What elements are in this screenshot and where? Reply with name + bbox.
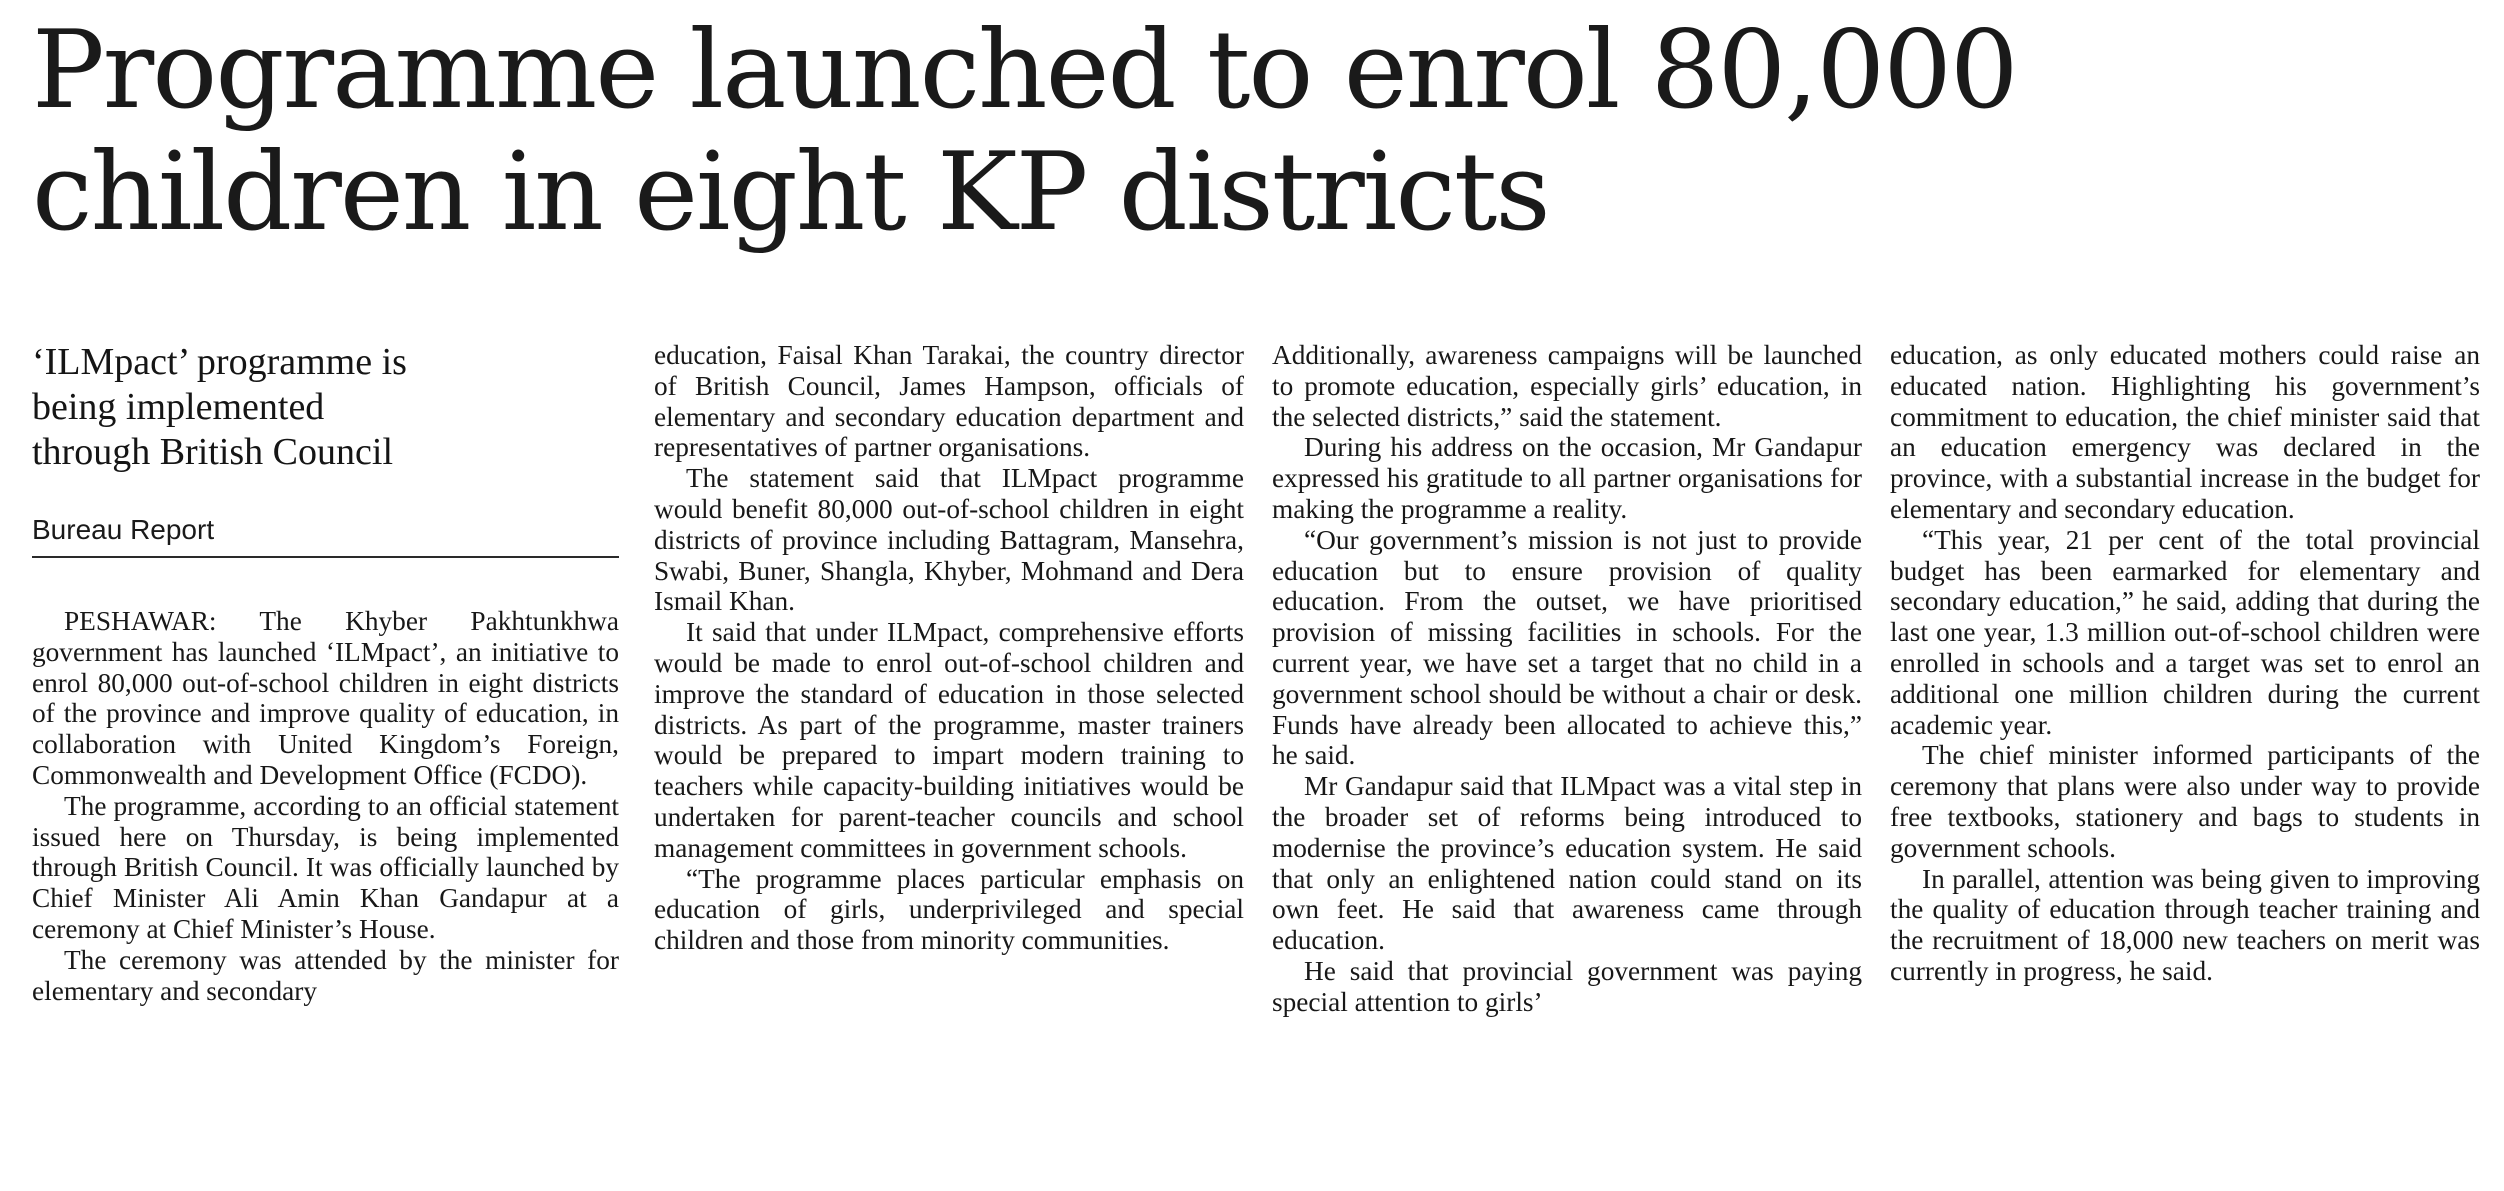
article-column-4 (1890, 340, 2480, 987)
byline: Bureau Report (32, 510, 619, 558)
paragraph: “Our government’s mission is not just to provide education but to ensure provision of quality education. From the outset, we have prioritised provision of missing facilities in schools. For the current year, we have set a target that no child in a government school should be without a chair or desk. Funds have already been allocated to achieve this,” he said. (1272, 524, 1862, 771)
paragraph: In parallel, attention was being given to improving the quality of education through teacher training and the recruitment of 18,000 new teachers on merit was currently in progress, he said. (1890, 863, 2480, 986)
paragraph-continued: education, Faisal Khan Tarakai, the country director of British Council, James Hampson, officials of elementary and secondary education department and representatives of partner organisations. (654, 340, 1244, 463)
article-column-2 (654, 340, 1244, 956)
headline (32, 10, 2492, 254)
article-column-1 (32, 340, 619, 1006)
standfirst-line-2: being implemented (32, 386, 325, 428)
paragraph: The programme, according to an official statement issued here on Thursday, is being implemented through British Council. It was officially launched by Chief Minister Ali Amin Khan Gandapur at a ceremony at Chief Minister’s House. (32, 790, 619, 944)
article-column-3 (1272, 340, 1862, 1018)
paragraph-continued: education, as only educated mothers could raise an educated nation. Highlighting his government’s commitment to education, the chief minister said that an education emergency was declared in the province, with a substantial increase in the budget for elementary and secondary education. (1890, 340, 2480, 524)
paragraph: During his address on the occasion, Mr Gandapur expressed his gratitude to all partner organisations for making the programme a reality. (1272, 432, 1862, 524)
paragraph: It said that under ILMpact, comprehensive efforts would be made to enrol out-of-school children and improve the standard of education in those selected districts. As part of the programme, master trainers would be prepared to impart modern training to teachers while capacity-building initiatives would be undertaken for parent-teacher councils and school management committees in government schools. (654, 617, 1244, 863)
standfirst (32, 340, 619, 475)
headline-line-1: Programme launched to enrol 80,000 (32, 8, 2017, 133)
headline-line-2: children in eight KP districts (32, 130, 1549, 255)
paragraph: “The programme places particular emphasis on education of girls, underprivileged and special children and those from minority communities. (654, 863, 1244, 956)
column-1-body (32, 606, 619, 1006)
paragraph-continued: Additionally, awareness campaigns will be launched to promote education, especially girls’ education, in the selected districts,” said the statement. (1272, 340, 1862, 432)
paragraph: The ceremony was attended by the minister for elementary and secondary (32, 944, 619, 1006)
paragraph: He said that provincial government was paying special attention to girls’ (1272, 955, 1862, 1017)
standfirst-line-3: through British Council (32, 431, 393, 473)
paragraph: The chief minister informed participants of the ceremony that plans were also under way to provide free textbooks, stationery and bags to students in government schools. (1890, 740, 2480, 863)
paragraph: The statement said that ILMpact programme would benefit 80,000 out-of-school children in eight districts of province including Battagram, Mansehra, Swabi, Buner, Shangla, Khyber, Mohmand and Dera Ismail Khan. (654, 463, 1244, 617)
paragraph: PESHAWAR: The Khyber Pakhtunkhwa government has launched ‘ILMpact’, an initiative to enrol 80,000 out-of-school children in eight districts of the province and improve quality of education, in collaboration with United Kingdom’s Foreign, Commonwealth and Development Office (FCDO). (32, 606, 619, 790)
paragraph: Mr Gandapur said that ILMpact was a vital step in the broader set of reforms being introduced to modernise the province’s education system. He said that only an enlightened nation could stand on its own feet. He said that awareness came through education. (1272, 771, 1862, 956)
paragraph: “This year, 21 per cent of the total provincial budget has been earmarked for elementary and secondary education,” he said, adding that during the last one year, 1.3 million out-of-school children were enrolled in schools and a target was set to enrol an additional one million children during the current academic year. (1890, 524, 2480, 740)
standfirst-line-1: ‘ILMpact’ programme is (32, 341, 407, 383)
